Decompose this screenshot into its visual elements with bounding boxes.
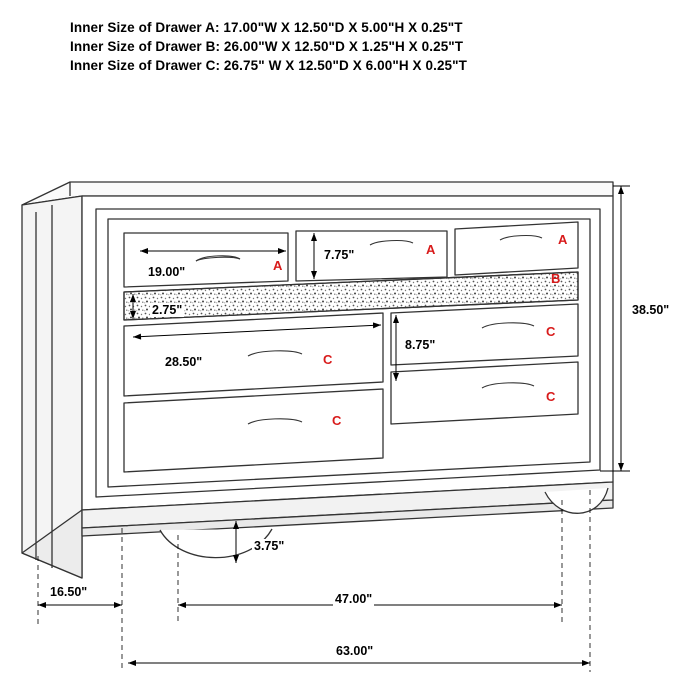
callout-letter-c-lower-right: C	[546, 389, 556, 404]
dim-label-drawer-c-width: 28.50"	[165, 355, 203, 369]
spec-line-drawer-b: Inner Size of Drawer B: 26.00"W X 12.50"D X 1.25"H X 0.25"T	[70, 39, 464, 54]
dim-label-drawer-c-height: 8.75"	[405, 338, 436, 352]
callout-letter-c-upper-right: C	[546, 324, 556, 339]
callout-letter-b: B	[551, 271, 561, 286]
spec-line-drawer-a: Inner Size of Drawer A: 17.00"W X 12.50"D X 5.00"H X 0.25"T	[70, 20, 463, 35]
callout-letter-c-lower-left: C	[332, 413, 342, 428]
dim-label-overall-height: 38.50"	[632, 303, 670, 317]
callout-letter-a-middle: A	[426, 242, 436, 257]
spec-line-drawer-c: Inner Size of Drawer C: 26.75" W X 12.50"D X 6.00"H X 0.25"T	[70, 58, 468, 73]
dim-label-base-width: 47.00"	[335, 592, 373, 606]
dim-label-drawer-a-width: 19.00"	[148, 265, 186, 279]
callout-letter-a-right: A	[558, 232, 568, 247]
dim-label-drawer-b-height: 2.75"	[152, 303, 183, 317]
callout-letter-c-left: C	[323, 352, 333, 367]
callout-letter-a-left: A	[273, 258, 283, 273]
dim-label-drawer-a-height: 7.75"	[324, 248, 355, 262]
dim-label-overall-width: 63.00"	[336, 644, 374, 658]
dim-label-base-height: 3.75"	[254, 539, 285, 553]
dim-label-depth: 16.50"	[50, 585, 88, 599]
